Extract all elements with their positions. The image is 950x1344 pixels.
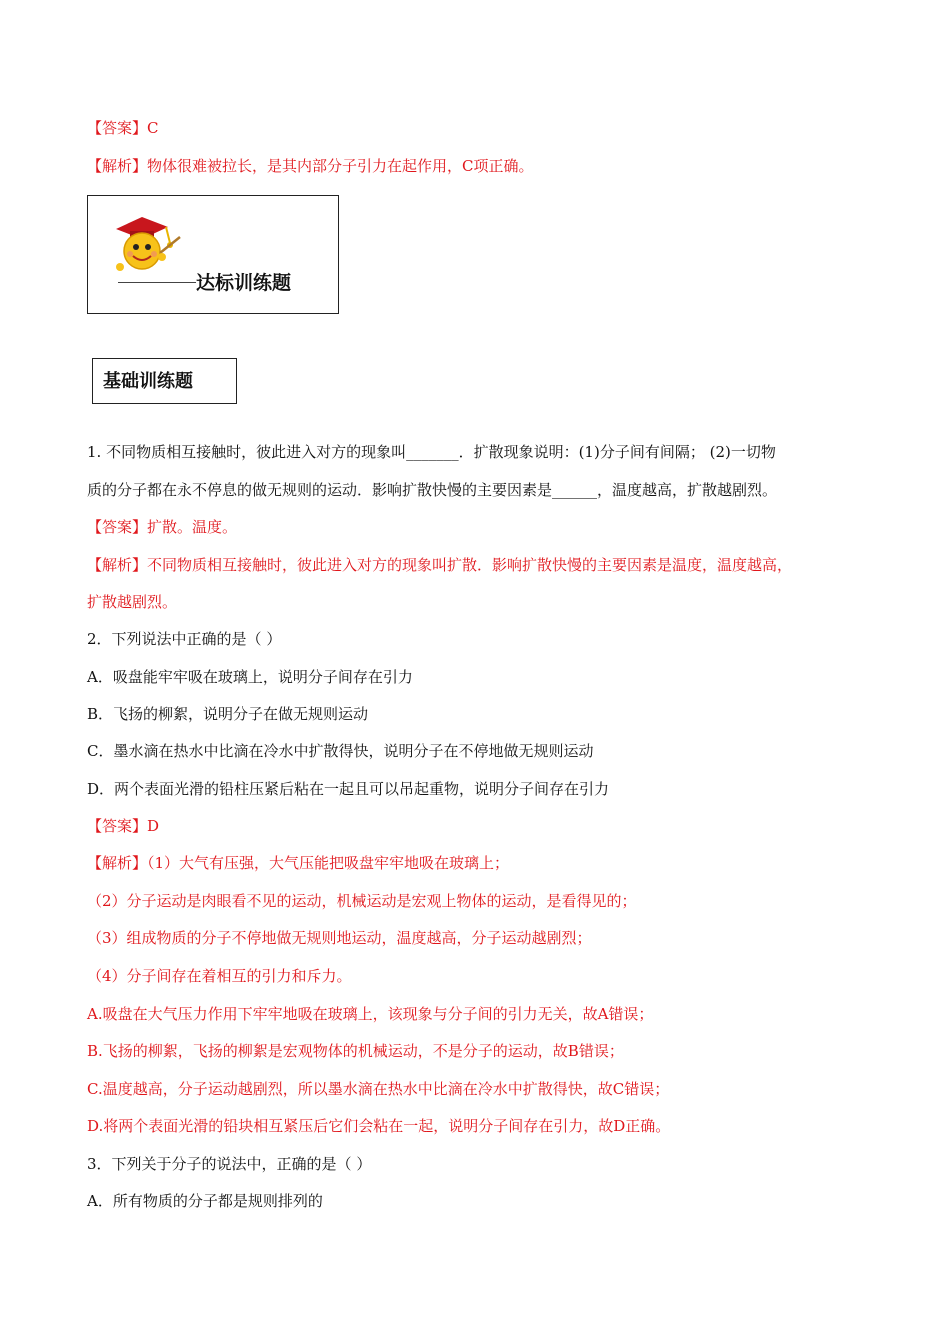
badge-underline bbox=[118, 282, 196, 283]
answer-label: 【答案】C bbox=[87, 119, 159, 137]
q1-analysis-line1: 【解析】不同物质相互接触时，彼此进入对方的现象叫扩散．影响扩散快慢的主要因素是温度，温度越高， bbox=[87, 556, 793, 574]
q2-analysis-line: B.飞扬的柳絮，飞扬的柳絮是宏观物体的机械运动，不是分子的运动，故B错误； bbox=[87, 1042, 624, 1060]
q1-stem-line2: 质的分子都在永不停息的做无规则的运动．影响扩散快慢的主要因素是______，温度越高，扩散越剧烈。 bbox=[87, 481, 778, 499]
q2-analysis-line: D.将两个表面光滑的铅块相互紧压后它们会粘在一起，说明分子间存在引力，故D正确。 bbox=[87, 1117, 671, 1135]
q2-analysis-line: （4）分子间存在着相互的引力和斥力。 bbox=[87, 967, 352, 985]
q2-analysis-line: （2）分子运动是肉眼看不见的运动，机械运动是宏观上物体的运动，是看得见的； bbox=[87, 892, 637, 910]
q2-option-d: D．两个表面光滑的铅柱压紧后粘在一起且可以吊起重物，说明分子间存在引力 bbox=[87, 780, 610, 798]
q2-analysis-line: A.吸盘在大气压力作用下牢牢地吸在玻璃上，该现象与分子间的引力无关，故A错误； bbox=[87, 1005, 654, 1023]
q2-analysis-line: 【解析】（1）大气有压强，大气压能把吸盘牢牢地吸在玻璃上； bbox=[87, 854, 510, 872]
q1-analysis-line2: 扩散越剧烈。 bbox=[87, 593, 178, 611]
q3-option-a: A．所有物质的分子都是规则排列的 bbox=[87, 1192, 323, 1210]
q1-stem-line1: 1. 不同物质相互接触时，彼此进入对方的现象叫_______．扩散现象说明：(1)分子间有间隔； (2)一切物 bbox=[87, 443, 776, 461]
section-title: 基础训练题 bbox=[103, 371, 193, 392]
q2-answer: 【答案】D bbox=[87, 817, 160, 835]
graduation-mascot-icon bbox=[108, 207, 188, 282]
q2-analysis-line: C.温度越高，分子运动越剧烈，所以墨水滴在热水中比滴在冷水中扩散得快，故C错误； bbox=[87, 1080, 670, 1098]
q2-analysis-line: （3）组成物质的分子不停地做无规则地运动，温度越高，分子运动越剧烈； bbox=[87, 929, 592, 947]
badge-title: 达标训练题 bbox=[196, 272, 292, 294]
q2-option-c: C．墨水滴在热水中比滴在冷水中扩散得快，说明分子在不停地做无规则运动 bbox=[87, 742, 594, 760]
q2-option-a: A．吸盘能牢牢吸在玻璃上，说明分子间存在引力 bbox=[87, 668, 413, 686]
q3-stem: 3．下列关于分子的说法中，正确的是（ ） bbox=[87, 1155, 372, 1173]
q2-stem: 2．下列说法中正确的是（ ） bbox=[87, 630, 282, 648]
q2-option-b: B．飞扬的柳絮，说明分子在做无规则运动 bbox=[87, 705, 369, 723]
q1-answer: 【答案】扩散。温度。 bbox=[87, 518, 238, 536]
analysis-text: 【解析】物体很难被拉长，是其内部分子引力在起作用，C项正确。 bbox=[87, 157, 534, 175]
